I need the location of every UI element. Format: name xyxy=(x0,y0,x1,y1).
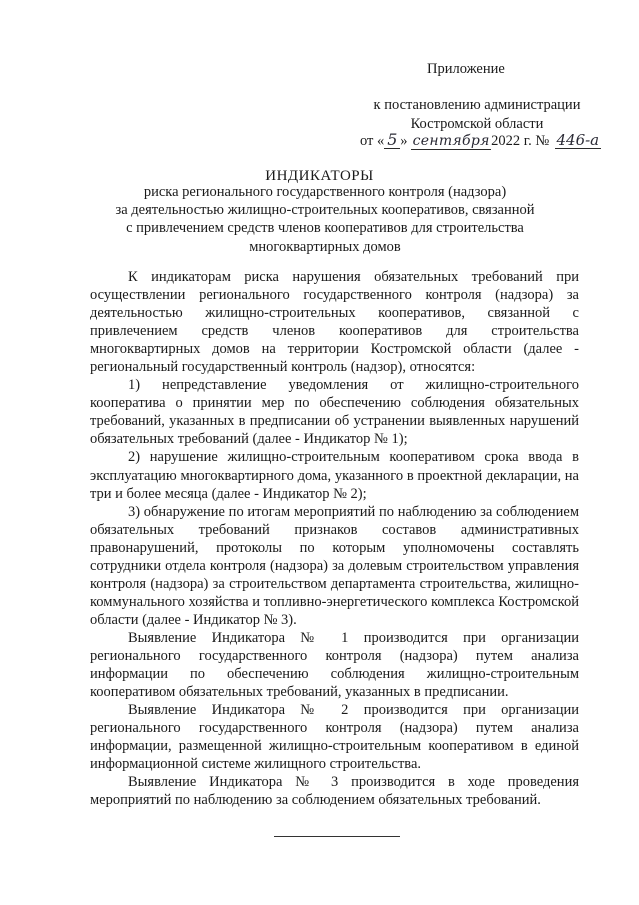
document-subtitle xyxy=(90,183,560,256)
end-divider xyxy=(274,836,400,837)
paragraph-detection-2: Выявление Индикатора № 2 производится при организации регионального государственного контроля (надзора) путем анализа информации, размещенной жилищно-строительным кооперативом в единой информационной системе жилищного строительства. xyxy=(90,702,579,773)
document-body xyxy=(90,268,579,809)
appendix-label: Приложение xyxy=(427,61,505,77)
date-separator: » xyxy=(400,133,408,149)
paragraph-detection-1: Выявление Индикатора № 1 производится при организации регионального государственного контроля (надзора) путем анализа информации по обеспечению соблюдения жилищно-строительным кооперативом обязательных требований, указанных в предписании. xyxy=(90,629,579,701)
subtitle-line: за деятельностью жилищно-строительных кооперативов, связанной xyxy=(115,202,535,219)
date-year: 2022 г. № xyxy=(491,133,550,149)
paragraph-intro: К индикаторам риска нарушения обязательных требований при осуществлении регионального государственного контроля (надзора) за деятельностью жилищно-строительных кооперативов, связанной с привлечением средств членов кооперативов для строительства многоквартирных домов на территории Костромской области (далее - региональный государственный контроль (надзор), относятся: xyxy=(90,269,579,376)
decree-line-1: к постановлению администрации xyxy=(373,97,581,113)
date-prefix: от « xyxy=(360,133,385,149)
paragraph-indicator-2: 2) нарушение жилищно-строительным кооперативом срока ввода в эксплуатацию многоквартирного дома, указанного в проектной декларации, на три и более месяца (далее - Индикатор № 2); xyxy=(90,449,579,502)
decree-reference xyxy=(332,96,622,134)
paragraph-indicator-3: 3) обнаружение по итогам мероприятий по наблюдению за соблюдением обязательных требований признаков составов административных правонарушений, протоколы по которым уполномочены составлять сотрудники отдела контроля (надзора) за долевым строительством управления контроля (надзора) за строительством департамента строительства, жилищно-коммунального хозяйства и топливно-энергетического комплекса Костромской области (далее - Индикатор № 3). xyxy=(90,503,579,628)
subtitle-line: с привлечением средств членов кооперативов для строительства xyxy=(126,220,524,237)
handwritten-decree-number: 446-а xyxy=(556,131,600,149)
document-title: ИНДИКАТОРЫ xyxy=(265,168,374,184)
handwritten-day: 5 xyxy=(384,132,400,149)
handwritten-month: сентября xyxy=(412,133,490,149)
decree-line-2: Костромской области xyxy=(410,116,544,132)
paragraph-detection-3: Выявление Индикатора № 3 производится в ходе проведения мероприятий по наблюдению за соблюдением обязательных требований. xyxy=(90,774,579,809)
subtitle-line: риска регионального государственного контроля (надзора) xyxy=(143,184,507,200)
decree-date-line xyxy=(360,130,601,152)
paragraph-indicator-1: 1) непредставление уведомления от жилищно-строительного кооператива о принятии мер по обеспечению соблюдения обязательных требований, указанных в предписании об устранении выявленных нарушений обязательных требований (далее - Индикатор № 1); xyxy=(90,377,579,448)
subtitle-line: многоквартирных домов xyxy=(249,238,401,255)
